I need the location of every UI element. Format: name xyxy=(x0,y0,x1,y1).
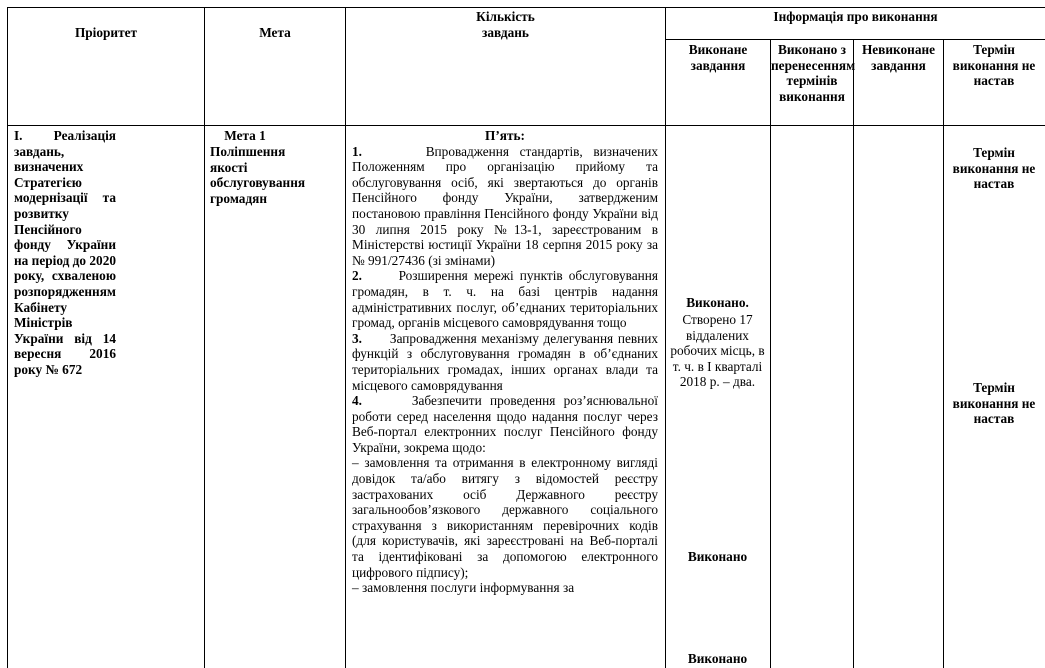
goal-text: Поліпшення якості обслуговування громадян xyxy=(210,144,306,206)
done-2: Виконано xyxy=(687,549,748,564)
header-task-count: Кількість завдань xyxy=(476,9,535,40)
table-border-top xyxy=(7,7,1045,8)
done-1-title: Виконано. xyxy=(686,295,749,310)
done-3: Виконано xyxy=(687,651,748,666)
priority-cell: I. Реалізація завдань, визначених Стратегією модернізації та розвитку Пенсійного фонду України на період до 2020 року, схваленою розпорядженням Кабінету Міністрів України від 14 вересня 2016 року № 672 xyxy=(14,128,116,377)
col-line-4 xyxy=(770,39,771,668)
header-goal: Мета xyxy=(259,25,291,40)
task-text: Впровадження стандартів, визначених Положенням про організацію прийому та обслуговування осіб, які звертаються до органів Пенсійного фонду України, затвердженим постановою правління Пенсійного фонду України від 30 липня 2015 року №13-1, зареєстрованим в Міністерстві юстиції України 18 серпня 2015 року за № 991/27436 (зі змінами) xyxy=(352,143,658,268)
task-number: 4. xyxy=(352,393,362,409)
task-number: 1. xyxy=(352,143,362,159)
task-subitem: – замовлення послуги інформування за xyxy=(352,580,575,596)
task-item xyxy=(352,144,658,269)
header-done: Виконане завдання xyxy=(688,42,748,73)
task-text: Запровадження механізму делегування певних функцій з обслуговування громадян в об’єднаних територіальних громадах, інших органах влади та місцевого самоврядування xyxy=(352,330,659,393)
task-number: 3. xyxy=(352,330,362,346)
task-item xyxy=(352,331,658,393)
col-line-1 xyxy=(204,7,205,668)
task-number: 2. xyxy=(352,268,362,284)
col-line-3 xyxy=(665,7,666,668)
header-postponed: Виконано з перенесенням термінів виконання xyxy=(771,42,856,104)
tasks-heading: П’ять: xyxy=(485,128,525,143)
task-subitem: – замовлення та отримання в електронному вигляді довідок та/або витягу з відомостей реєстру застрахованих осіб Державного реєстру загальнообов’язкового державного соціального страхування з використанням перевірочних кодів (для користувачів, які зареєстровані на Веб-порталі та ідентифіковані за допомогою електронного цифрового підпису); xyxy=(352,455,658,580)
not-due-1: Термін виконання не настав xyxy=(952,145,1036,192)
done-1-text: Створено 17 віддалених робочих місць, в т. ч. в І кварталі 2018 р. – два. xyxy=(670,312,765,390)
header-execution-info: Інформація про виконання xyxy=(773,9,938,24)
col-line-6 xyxy=(943,39,944,668)
task-text: Розширення мережі пунктів обслуговування громадян, в т. ч. на базі центрів надання адміністративних послуг, об’єднаних територіальних громад, органів місцевого самоврядування тощо xyxy=(352,268,658,331)
col-line-0 xyxy=(7,7,8,668)
header-not-due: Термін виконання не настав xyxy=(952,42,1036,89)
col-line-2 xyxy=(345,7,346,668)
goal-number: Мета 1 xyxy=(224,128,266,143)
subheader-divider xyxy=(665,39,1045,40)
tasks-cell xyxy=(352,128,658,596)
task-item xyxy=(352,268,658,330)
header-not-done: Невиконане завдання xyxy=(861,42,936,73)
header-priority: Пріоритет xyxy=(74,25,138,40)
task-item xyxy=(352,393,658,455)
not-due-2: Термін виконання не настав xyxy=(952,380,1036,427)
col-line-5 xyxy=(853,39,854,668)
task-text: Забезпечити проведення роз’яснювальної роботи серед населення щодо надання послуг через Веб-портал електронних послуг Пенсійного фонду України, зокрема щодо: xyxy=(352,393,658,455)
header-divider xyxy=(7,125,1045,126)
